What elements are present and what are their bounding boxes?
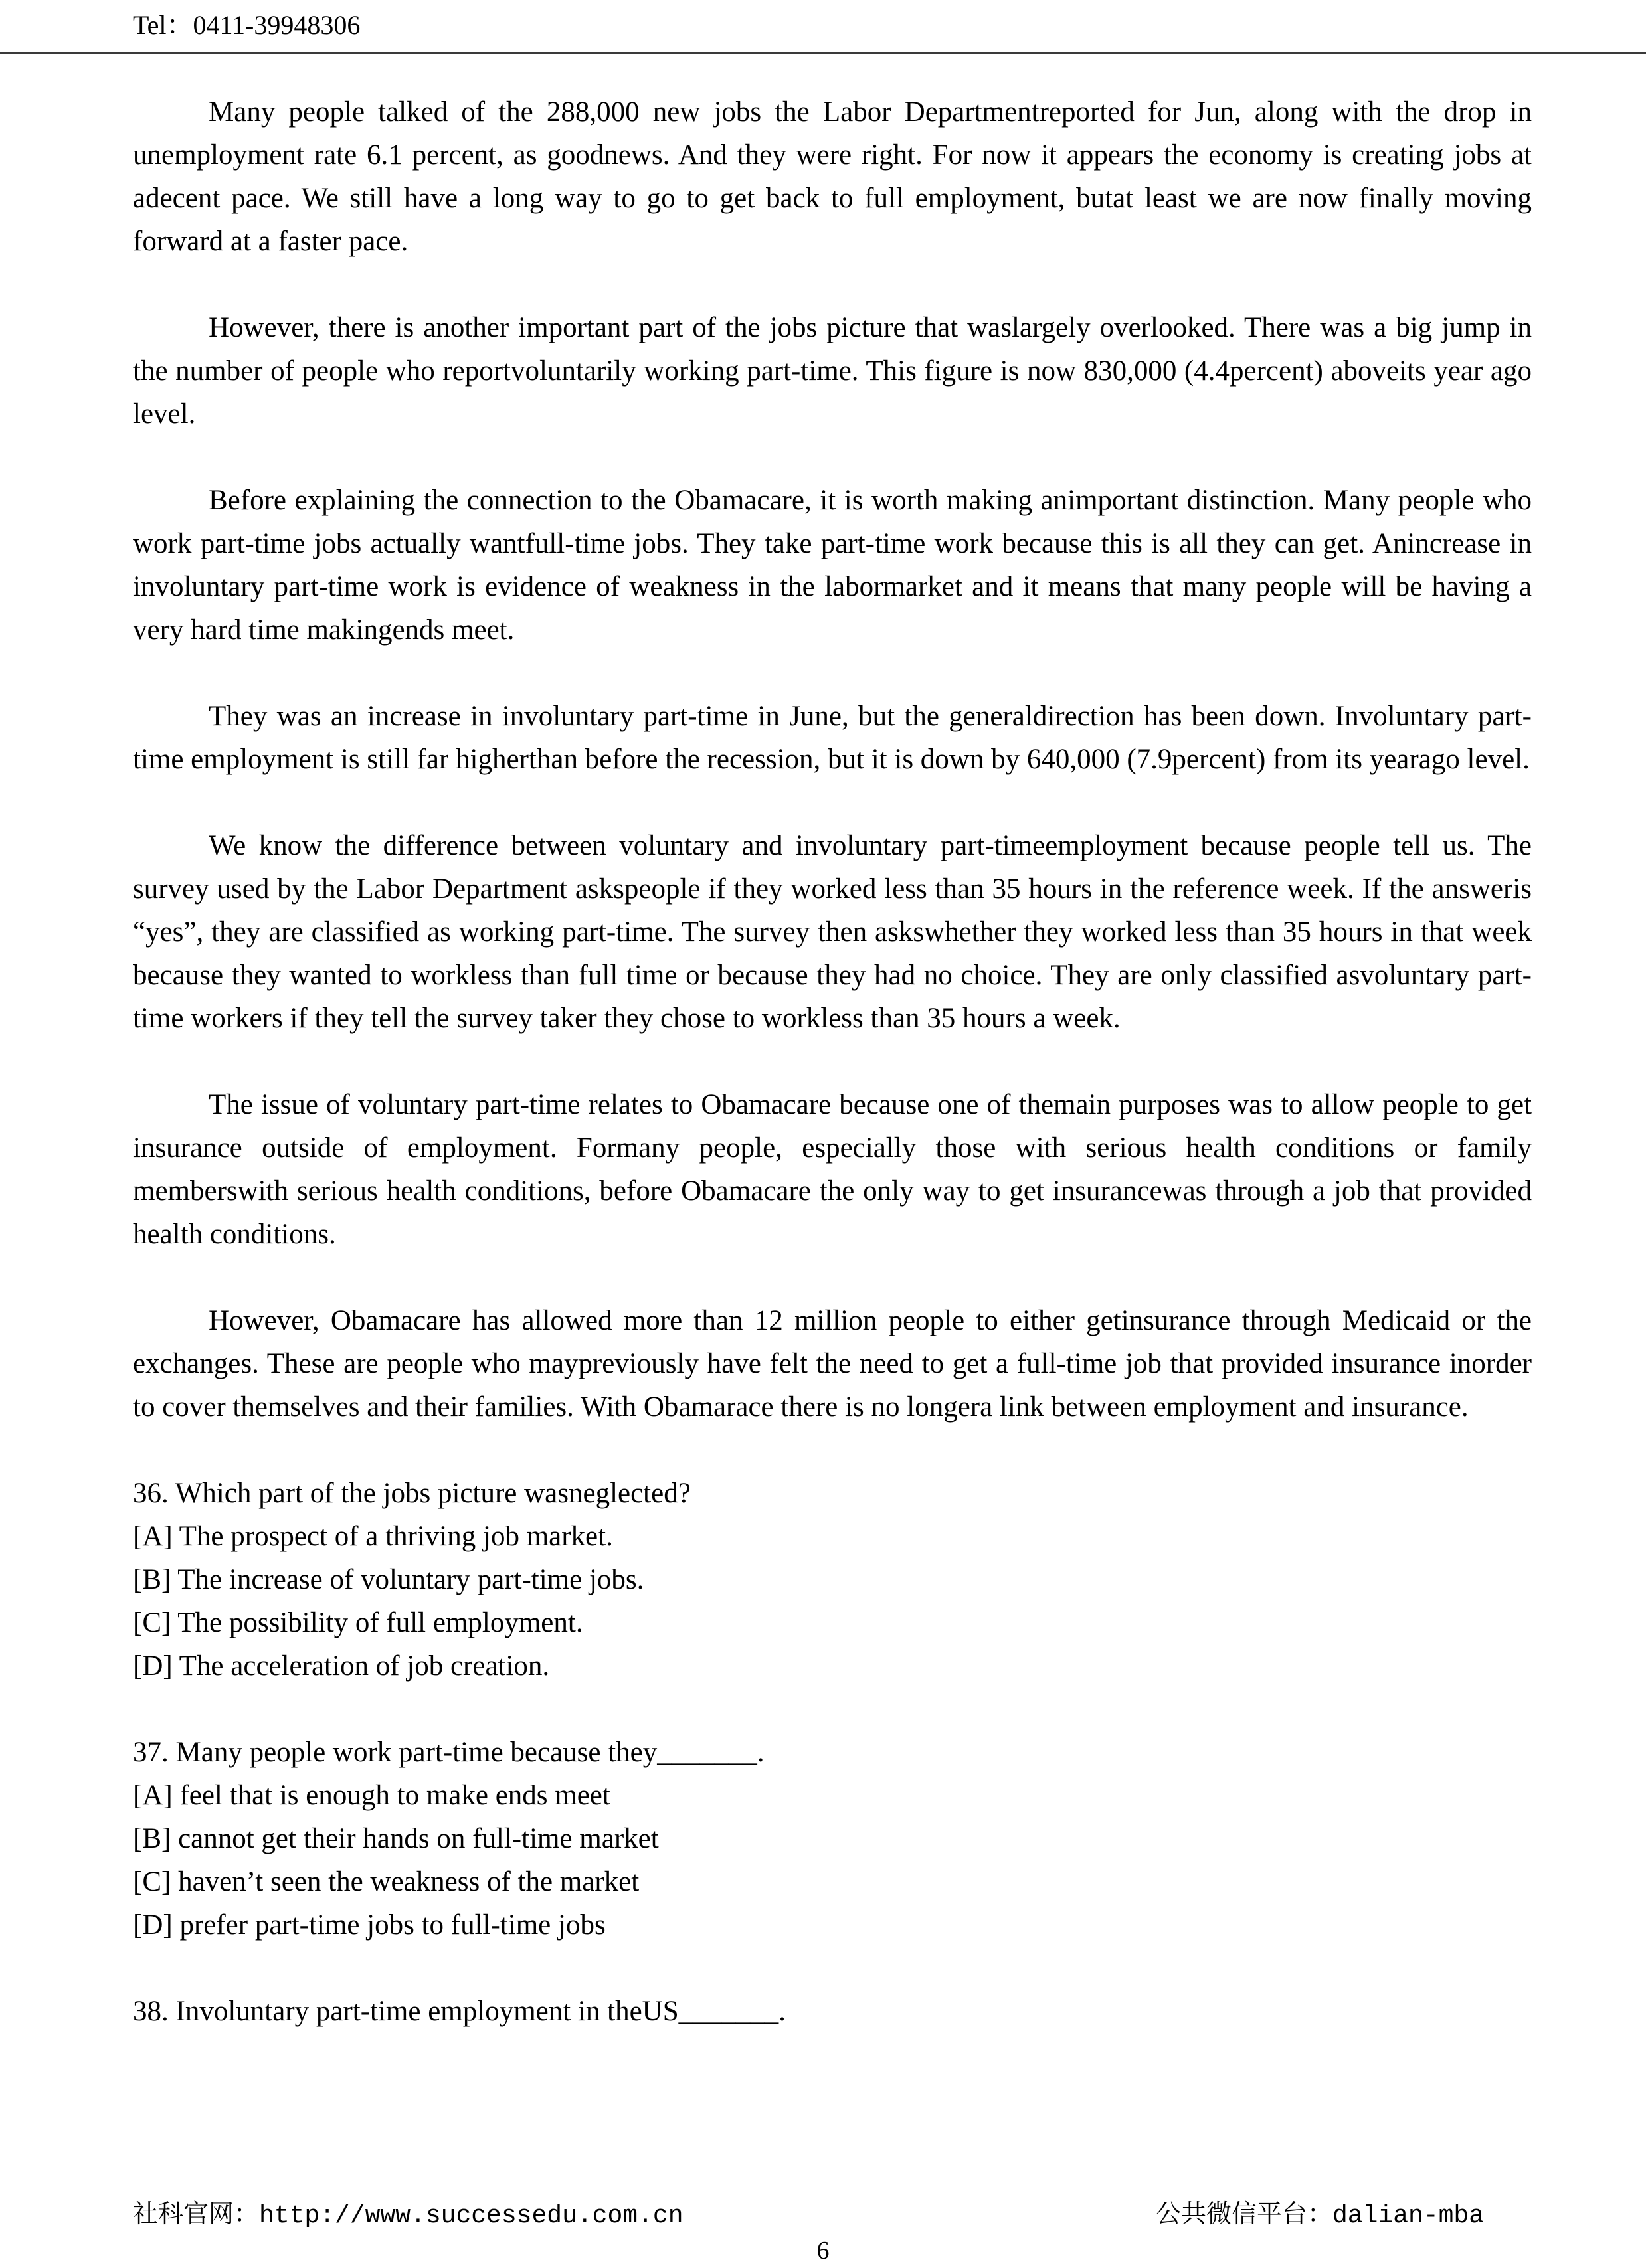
footer-website: 社科官网：http://www.successedu.com.cn [133,2202,684,2230]
question-option-c: [C] haven’t seen the weakness of the market [133,1866,640,1897]
question-36 [133,1472,1532,1688]
passage-paragraph: We know the difference between voluntary and involuntary part-timeemployment because people tell us. The survey used by the Labor Department askspeople if they worked less than 35 hours in the reference week. If the answeris “yes”, they are classified as working part-time. The survey then askswhether they worked less than 35 hours in that week because they wanted to workless than full time or because they had no choice. They are only classified asvoluntary part-time workers if they tell the survey taker they chose to workless than 35 hours a week. [133,830,1532,1034]
footer-wechat: 公共微信平台：dalian-mba [1156,2202,1485,2230]
question-option-a: [A] feel that is enough to make ends meet [133,1780,610,1811]
question-option-b: [B] The increase of voluntary part-time jobs. [133,1564,644,1595]
question-38 [133,1990,1532,2033]
passage-paragraph: The issue of voluntary part-time relates to Obamacare because one of themain purposes was to allow people to get insurance outside of employment. Formany people, especially those with serious health conditions or family memberswith serious health conditions, before Obamacare the only way to get insurancewas through a job that provided health conditions. [133,1089,1532,1250]
question-option-d: [D] prefer part-time jobs to full-time jobs [133,1909,606,1941]
passage-paragraph: They was an increase in involuntary part-time in June, but the generaldirection has been down. Involuntary part-time employment is still far higherthan before the recession, but it is down by 640,000 (7.9percent) from its yearago level. [133,701,1532,775]
header-phone: Tel：0411-39948306 [133,10,361,40]
question-option-a: [A] The prospect of a thriving job market. [133,1521,613,1552]
passage-paragraph: However, there is another important part of the jobs picture that waslargely overlooked. There was a big jump in the number of people who reportvoluntarily working part-time. This figure is now 830,000 (4.4percent) aboveits year ago level. [133,312,1532,430]
question-37 [133,1731,1532,1947]
question-stem: 36. Which part of the jobs picture wasneglected? [133,1478,691,1509]
question-option-c: [C] The possibility of full employment. [133,1607,583,1638]
passage-paragraph: Many people talked of the 288,000 new jobs the Labor Departmentreported for Jun, along with the drop in unemployment rate 6.1 percent, as goodnews. And they were right. For now it appears the economy is creating jobs at adecent pace. We still have a long way to go to get back to full employment, butat least we are now finally moving forward at a faster pace. [133,96,1532,257]
header-divider [0,52,1646,54]
page-content [133,90,1532,2076]
question-option-d: [D] The acceleration of job creation. [133,1650,550,1682]
question-option-b: [B] cannot get their hands on full-time market [133,1823,659,1854]
passage-paragraph: Before explaining the connection to the Obamacare, it is worth making animportant distinction. Many people who work part-time jobs actually wantfull-time jobs. They take part-time work because this is all they can get. Anincrease in involuntary part-time work is evidence of weakness in the labormarket and it means that many people will be having a very hard time makingends meet. [133,485,1532,646]
page-number: 6 [816,2237,830,2265]
passage-paragraph: However, Obamacare has allowed more than 12 million people to either getinsurance through Medicaid or the exchanges. These are people who maypreviously have felt the need to get a full-time job that provided insurance inorder to cover themselves and their families. With Obamarace there is no longera link between employment and insurance. [133,1305,1532,1423]
question-stem: 37. Many people work part-time because they_______. [133,1737,765,1768]
question-stem: 38. Involuntary part-time employment in theUS_______. [133,1996,786,2027]
